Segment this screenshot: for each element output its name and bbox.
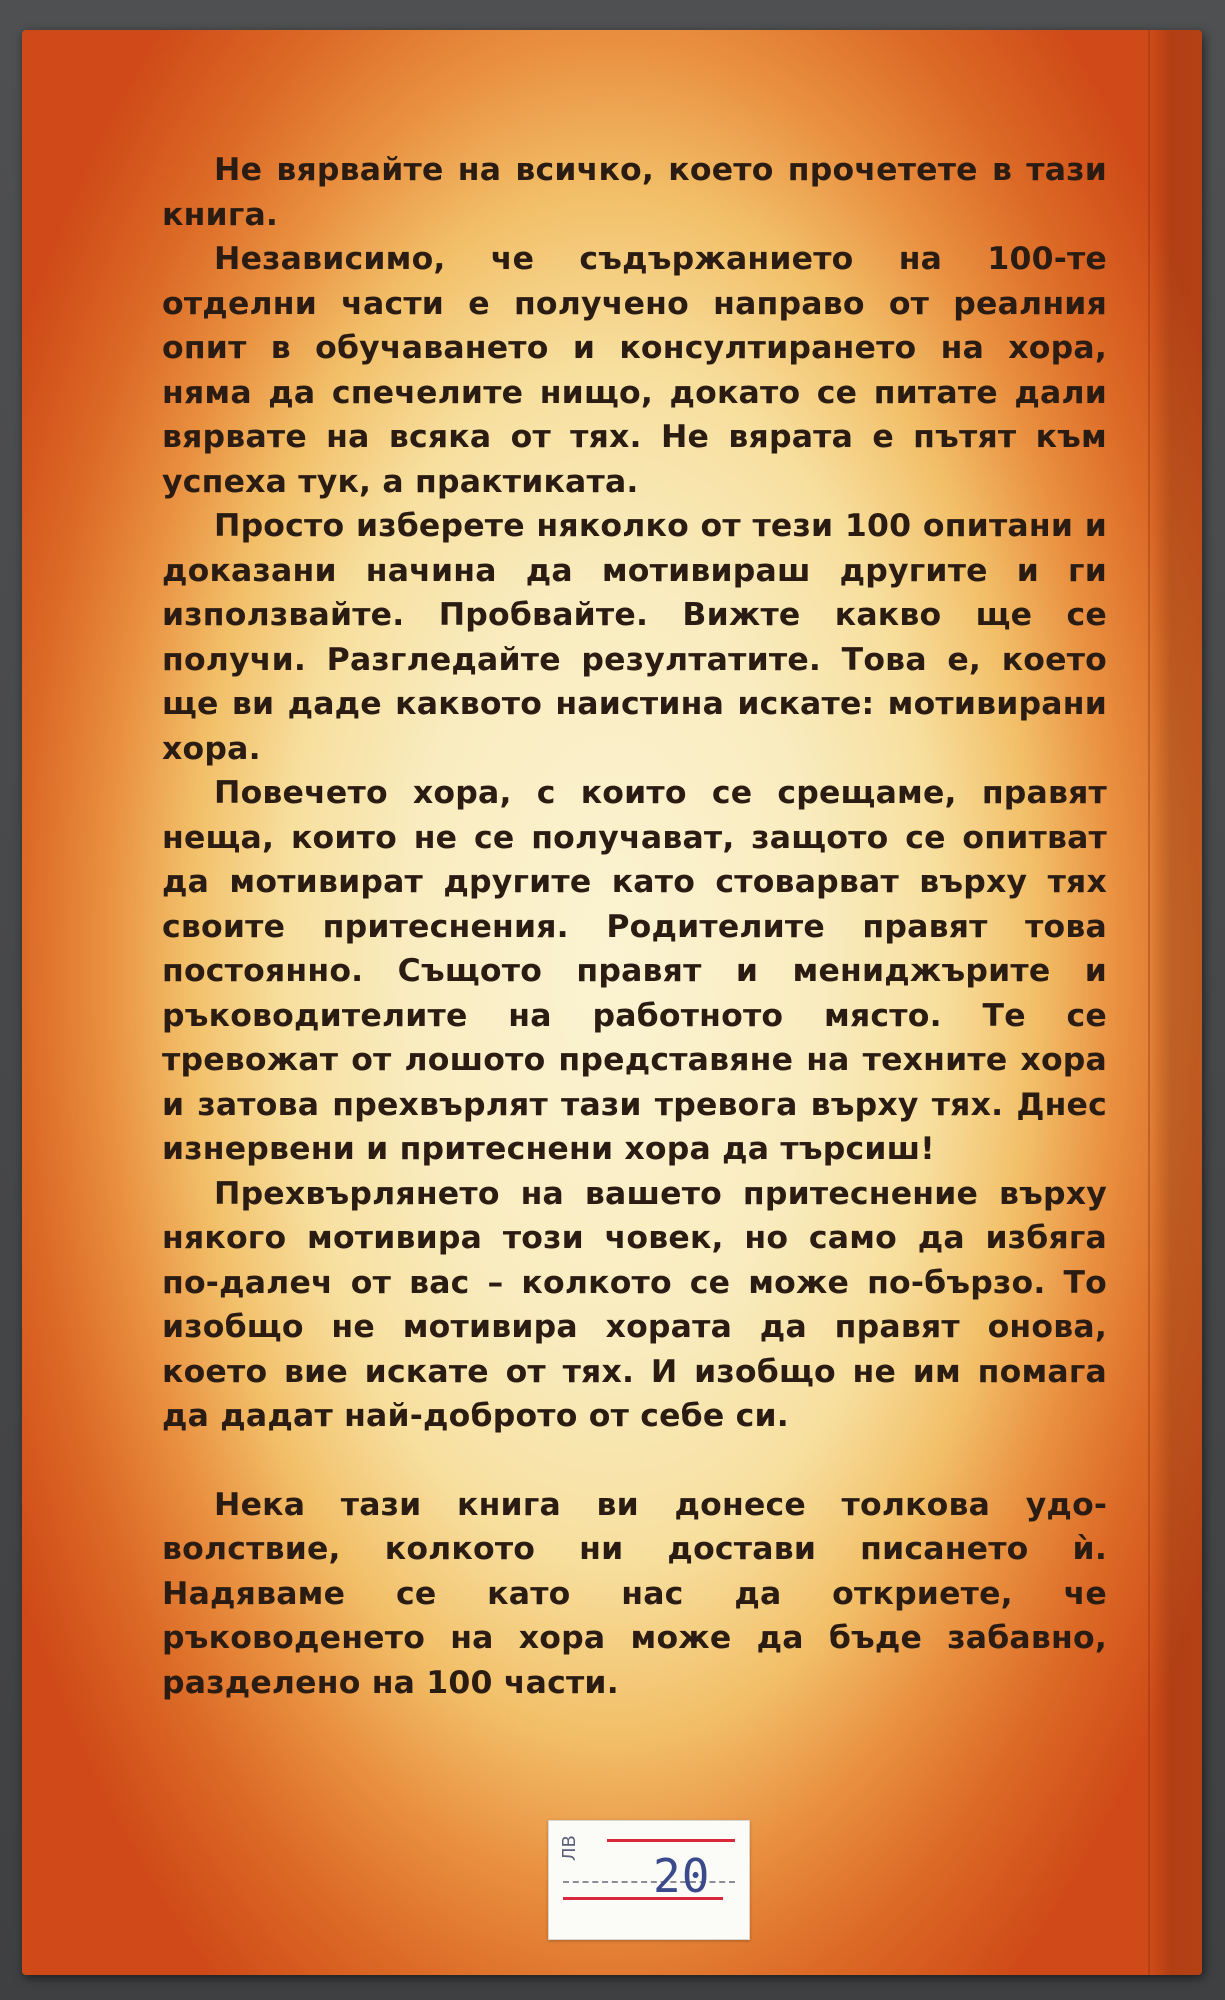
blurb-paragraph-2: Независимо, че съдържанието на 100-те отделни части е получено направо от реалния опит в обучаването и консултирането на хора, няма да спечелите нищо, докато се питате дали вярвате на всяка от тях. Не вярата е пътят към успеха тук, а практиката. [162, 241, 1107, 500]
book-back-cover [22, 30, 1202, 1975]
blurb-paragraph-4: Повечето хора, с които се срещаме, правят неща, които не се получават, защото се опитват да мотивират другите като стоварват върху тях своите притеснения. Родителите правят това постоянно. Същото правят и мениджърите и ръководителите на работното място. Те се тревожат от лошото представяне на техните хора и затова прехвърлят тази тревога върху тях. Днес изнервени и притеснени хора да търсиш! [162, 775, 1107, 1167]
sticker-currency-code: ЛВ [559, 1835, 580, 1861]
spine-edge [1150, 30, 1202, 1975]
sticker-red-line-top [607, 1839, 735, 1842]
price-sticker [548, 1820, 750, 1940]
sticker-price: 20 [653, 1849, 711, 1903]
blurb-paragraph-5: Прехвърлянето на вашето притеснение върху някого мотивира този човек, но само да избяга по-далеч от вас – колкото се може по-бързо. То изобщо не мотивира хората да правят онова, което вие искате от тях. И изобщо не им помага да дадат най-доброто от себе си. [162, 1175, 1107, 1434]
blurb-paragraph-3: Просто изберете няколко от тези 100 опитани и доказани начина да мотивираш другите и ги използвайте. Пробвайте. Вижте какво ще се получи. Разгледайте резултатите. Това е, което ще ви даде каквото наистина искате: мотивирани хора. [162, 508, 1107, 767]
blurb-paragraph-6: Нека тази книга ви донесе толкова удоволствие, колкото ни достави писането ѝ. Надяваме се като нас да откриете, че ръководенето на хора може да бъде забавно, разделено на 100 части. [162, 1486, 1107, 1701]
blurb-text [162, 148, 1107, 1705]
blurb-paragraph-1: Не вярвайте на всичко, което прочетете в тази книга. [162, 152, 1107, 233]
